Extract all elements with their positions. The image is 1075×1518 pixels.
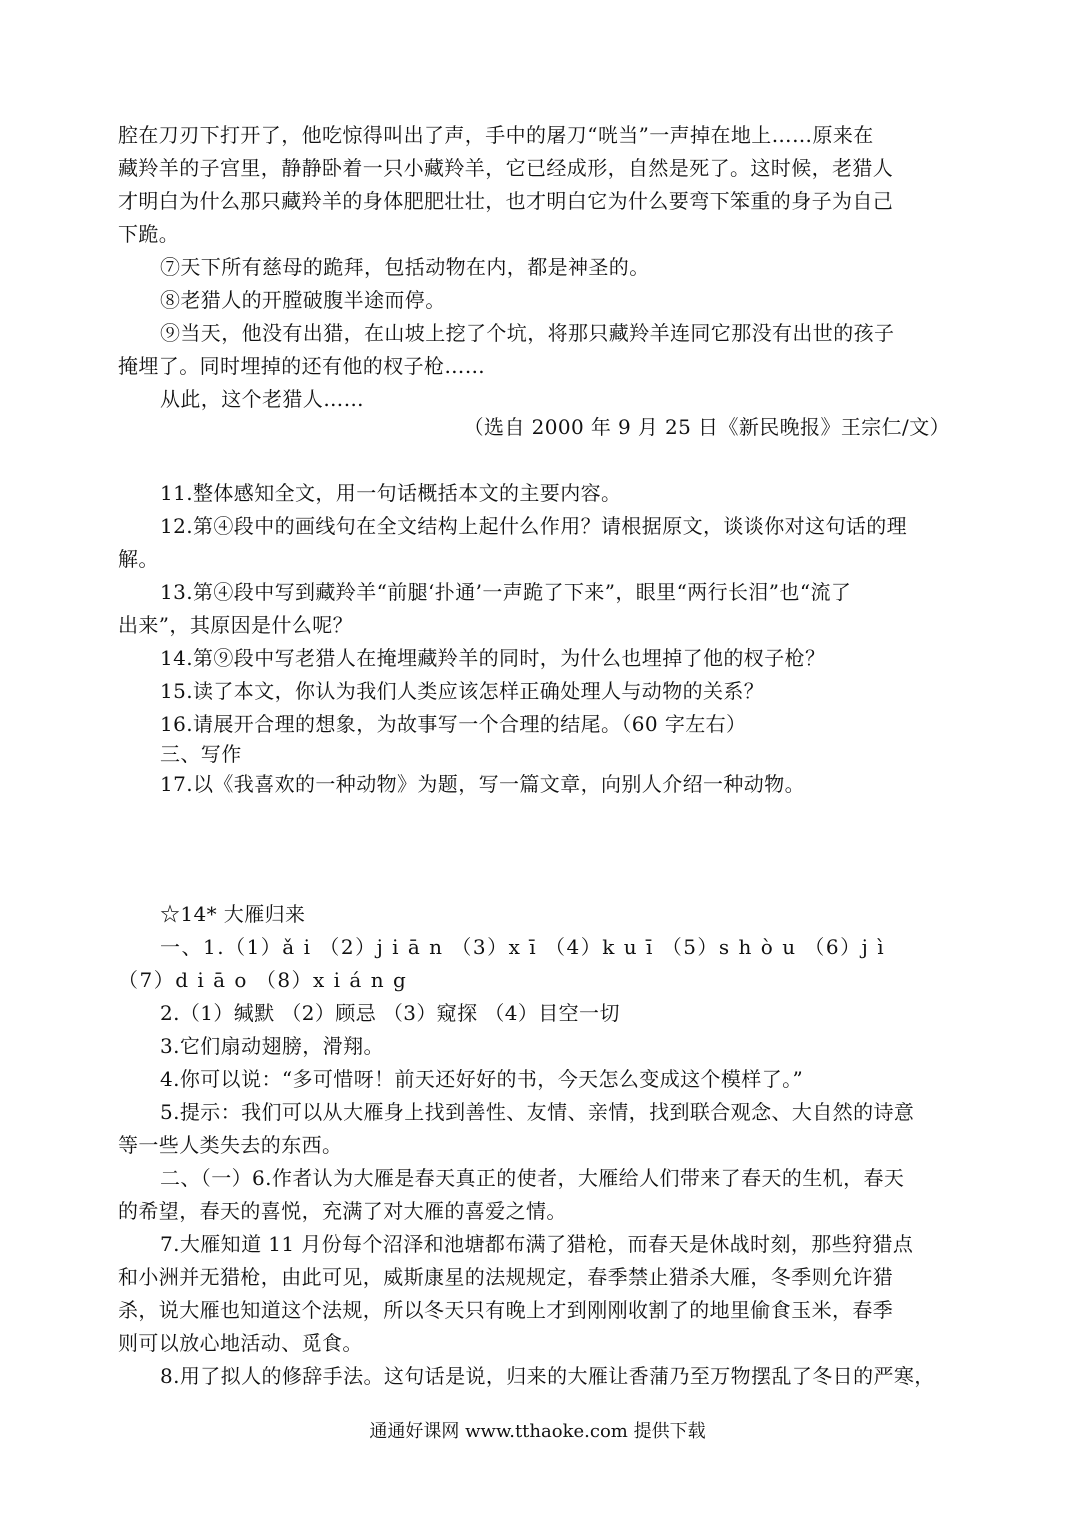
story-paragraph-8: ⑧老猎人的开膛破腹半途而停。	[160, 288, 446, 312]
answer-line: 等一些人类失去的东西。	[118, 1133, 343, 1157]
story-line: 腔在刀刃下打开了，他吃惊得叫出了声，手中的屠刀“咣当”一声掉在地上……原来在	[118, 123, 874, 147]
question-12: 12.第④段中的画线句在全文结构上起什么作用？请根据原文，谈谈你对这句话的理	[160, 514, 908, 538]
question-13: 13.第④段中写到藏羚羊“前腿‘扑通’一声跪了下来”，眼里“两行长泪”也“流了	[160, 580, 852, 604]
page-footer: 通通好课网 www.tthaoke.com 提供下载	[369, 1421, 706, 1442]
section-writing-heading: 三、写作	[160, 742, 242, 766]
answer-line: （7）d i ā o （8）x i á n g	[118, 968, 408, 992]
story-line: 下跪。	[118, 222, 180, 246]
answer-line: 的希望，春天的喜悦，充满了对大雁的喜爱之情。	[118, 1199, 567, 1223]
answer-line: 8.用了拟人的修辞手法。这句话是说，归来的大雁让香蒲乃至万物摆乱了冬日的严寒，	[160, 1364, 935, 1388]
question-13-cont: 出来”，其原因是什么呢？	[118, 613, 354, 637]
story-paragraph-9: ⑨当天，他没有出猎，在山坡上挖了个坑，将那只藏羚羊连同它那没有出世的孩子	[160, 321, 895, 345]
answer-line: 则可以放心地活动、觅食。	[118, 1331, 363, 1355]
story-ending: 从此，这个老猎人……	[160, 387, 364, 411]
story-paragraph-7: ⑦天下所有慈母的跪拜，包括动物在内，都是神圣的。	[160, 255, 650, 279]
question-14: 14.第⑨段中写老猎人在掩埋藏羚羊的同时，为什么也埋掉了他的杈子枪？	[160, 646, 826, 670]
answer-line: 7.大雁知道 11 月份每个沼泽和池塘都布满了猎枪，而春天是休战时刻，那些狩猎点	[160, 1232, 914, 1256]
question-12-cont: 解。	[118, 547, 159, 571]
answer-line: 一、1.（1）ǎ i （2）j i ā n （3）x ī （4）k u ī （5）s h ò u （6）j ì	[160, 935, 886, 959]
answer-line: 5.提示：我们可以从大雁身上找到善性、友情、亲情，找到联合观念、大自然的诗意	[160, 1100, 915, 1124]
question-17: 17.以《我喜欢的一种动物》为题，写一篇文章，向别人介绍一种动物。	[160, 772, 806, 796]
question-15: 15.读了本文，你认为我们人类应该怎样正确处理人与动物的关系？	[160, 679, 765, 703]
story-line: 藏羚羊的子宫里，静静卧着一只小藏羚羊，它已经成形，自然是死了。这时候，老猎人	[118, 156, 894, 180]
question-11: 11.整体感知全文，用一句话概括本文的主要内容。	[160, 481, 622, 505]
answer-line: 2.（1）缄默 （2）顾忌 （3）窥探 （4）目空一切	[160, 1001, 620, 1025]
story-source: （选自 2000 年 9 月 25 日《新民晚报》王宗仁/文）	[463, 415, 950, 439]
answer-line: 3.它们扇动翅膀，滑翔。	[160, 1034, 384, 1058]
answers-heading: ☆14* 大雁归来	[160, 902, 306, 926]
question-16: 16.请展开合理的想象，为故事写一个合理的结尾。（60 字左右）	[160, 712, 747, 736]
story-line: 才明白为什么那只藏羚羊的身体肥肥壮壮，也才明白它为什么要弯下笨重的身子为自己	[118, 189, 894, 213]
answer-line: 杀，说大雁也知道这个法规，所以冬天只有晚上才到刚刚收割了的地里偷食玉米，春季	[118, 1298, 894, 1322]
answer-line: 二、（一）6.作者认为大雁是春天真正的使者，大雁给人们带来了春天的生机，春天	[160, 1166, 905, 1190]
story-line: 掩埋了。同时埋掉的还有他的杈子枪……	[118, 354, 486, 378]
answer-line: 和小洲并无猎枪，由此可见，威斯康星的法规规定，春季禁止猎杀大雁，冬季则允许猎	[118, 1265, 894, 1289]
answer-line: 4.你可以说：“多可惜呀！前天还好好的书，今天怎么变成这个模样了。”	[160, 1067, 804, 1091]
